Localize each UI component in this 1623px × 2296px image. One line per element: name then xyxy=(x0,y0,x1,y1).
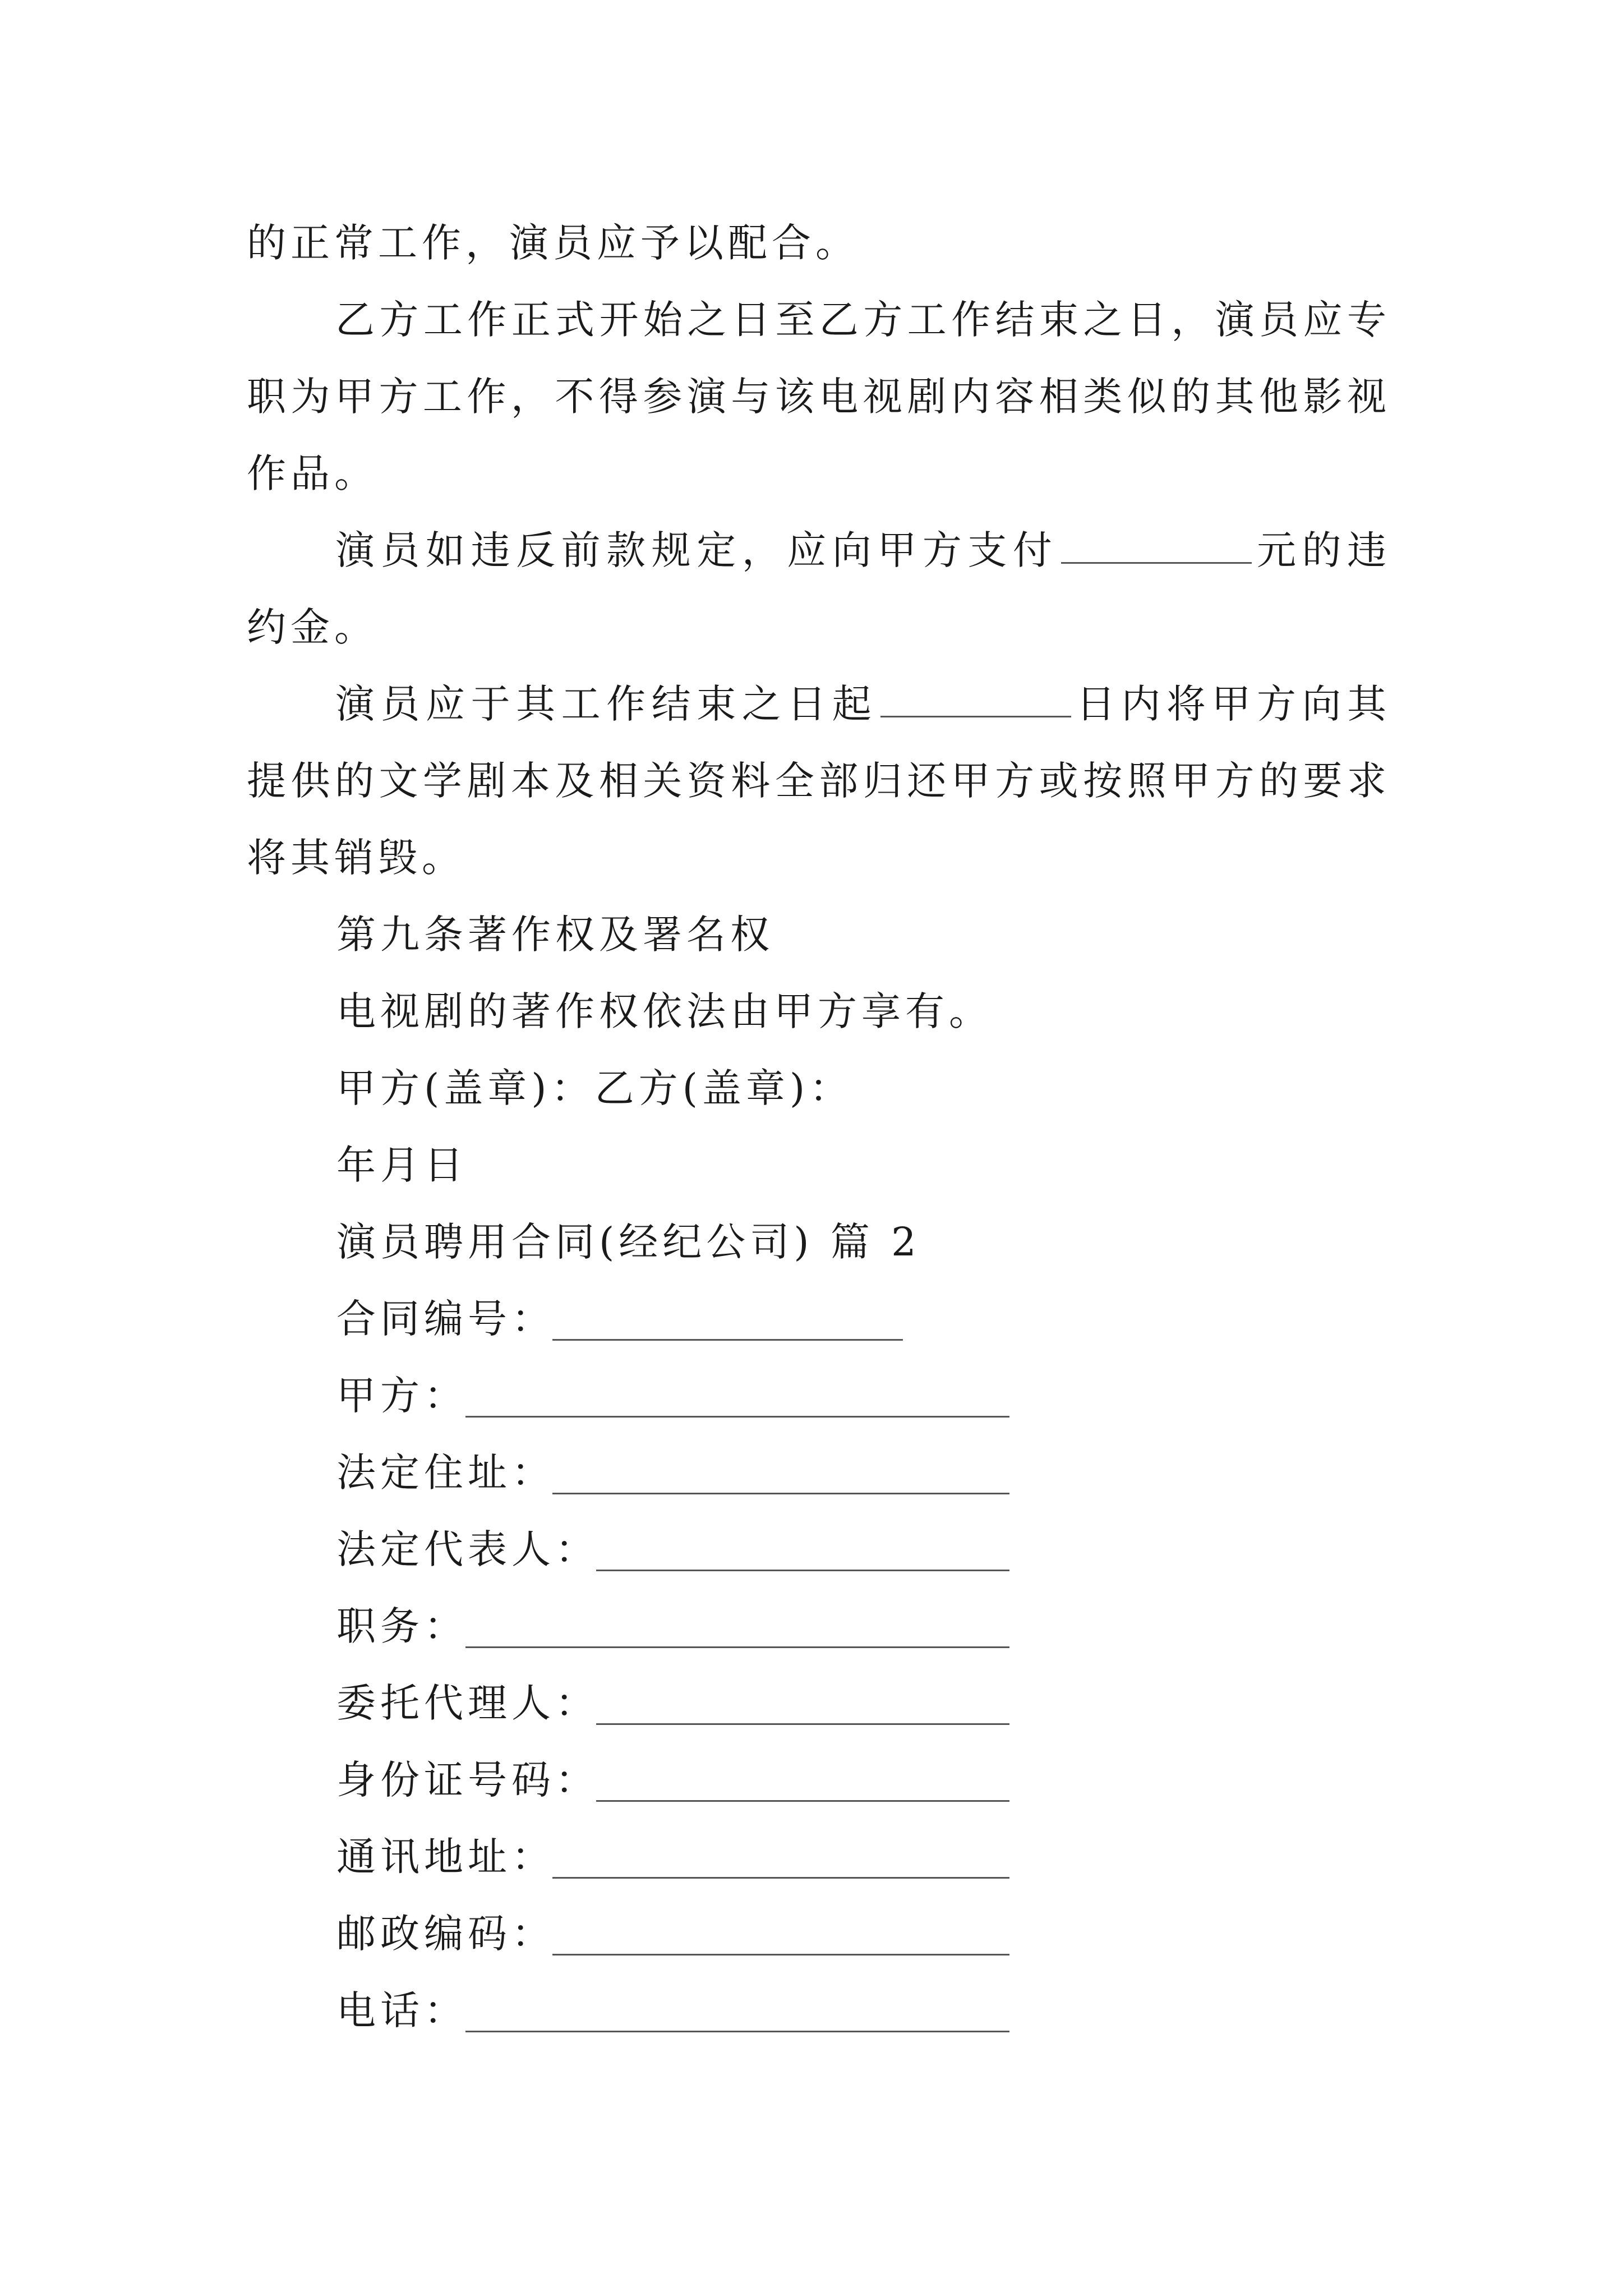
penalty-text-after: 元的违约金。 xyxy=(247,527,1391,650)
penalty-amount-blank[interactable] xyxy=(1061,527,1252,564)
field-label: 委托代理人： xyxy=(336,1680,599,1726)
field-label: 身份证号码： xyxy=(336,1757,599,1803)
authorized-agent-blank[interactable] xyxy=(596,1723,1009,1725)
field-party-a xyxy=(336,1358,1009,1434)
field-label: 通讯地址： xyxy=(336,1834,555,1880)
party-a-blank[interactable] xyxy=(465,1416,1009,1418)
field-legal-representative xyxy=(336,1511,1009,1588)
field-contract-number xyxy=(336,1281,897,1358)
paragraph-exclusive-work xyxy=(247,282,1391,512)
phone-blank[interactable] xyxy=(465,2031,1009,2032)
paragraph-return-materials xyxy=(247,666,1391,896)
field-label: 法定住址： xyxy=(336,1450,555,1496)
contract-number-blank[interactable] xyxy=(552,1339,903,1341)
date-line: 年月日 xyxy=(336,1142,468,1188)
position-blank[interactable] xyxy=(465,1646,1009,1648)
field-label: 电话： xyxy=(336,1987,468,2033)
paragraph-text xyxy=(247,512,1391,666)
field-id-number xyxy=(336,1742,1009,1819)
mailing-address-blank[interactable] xyxy=(552,1877,1009,1879)
article-nine-heading: 第九条著作权及署名权 xyxy=(336,912,774,958)
field-label: 邮政编码： xyxy=(336,1911,555,1957)
id-number-blank[interactable] xyxy=(596,1800,1009,1802)
postal-code-blank[interactable] xyxy=(552,1954,1009,1955)
legal-representative-blank[interactable] xyxy=(596,1570,1009,1571)
field-label: 法定代表人： xyxy=(336,1526,599,1572)
field-phone xyxy=(336,1972,1009,2049)
field-postal-code xyxy=(336,1895,1009,1972)
field-mailing-address xyxy=(336,1819,1009,1895)
field-label: 甲方： xyxy=(336,1373,468,1419)
field-label: 合同编号： xyxy=(336,1296,555,1342)
penalty-text-before: 演员如违反前款规定，应向甲方支付 xyxy=(335,527,1058,573)
contract-title: 演员聘用合同(经纪公司) 篇 2 xyxy=(336,1219,921,1265)
paragraph-text: 的正常工作，演员应予以配合。 xyxy=(247,220,859,266)
return-text-before: 演员应于其工作结束之日起 xyxy=(335,681,878,727)
legal-address-blank[interactable] xyxy=(552,1493,1009,1494)
paragraph-continuation xyxy=(247,205,1391,282)
paragraph-penalty xyxy=(247,512,1391,666)
return-days-blank[interactable] xyxy=(880,681,1071,717)
field-legal-address xyxy=(336,1434,1009,1511)
field-label: 职务： xyxy=(336,1603,468,1649)
field-position xyxy=(336,1588,1009,1665)
paragraph-text xyxy=(247,666,1391,896)
paragraph-text: 乙方工作正式开始之日至乙方工作结束之日，演员应专职为甲方工作，不得参演与该电视剧内容相类似的其他影视作品。 xyxy=(247,297,1391,496)
field-authorized-agent xyxy=(336,1665,1009,1742)
signature-line: 甲方(盖章)：乙方(盖章)： xyxy=(336,1065,854,1111)
copyright-statement: 电视剧的著作权依法由甲方享有。 xyxy=(336,988,993,1034)
return-text-after: 日内将甲方向其提供的文学剧本及相关资料全部归还甲方或按照甲方的要求将其销毁。 xyxy=(247,681,1391,881)
